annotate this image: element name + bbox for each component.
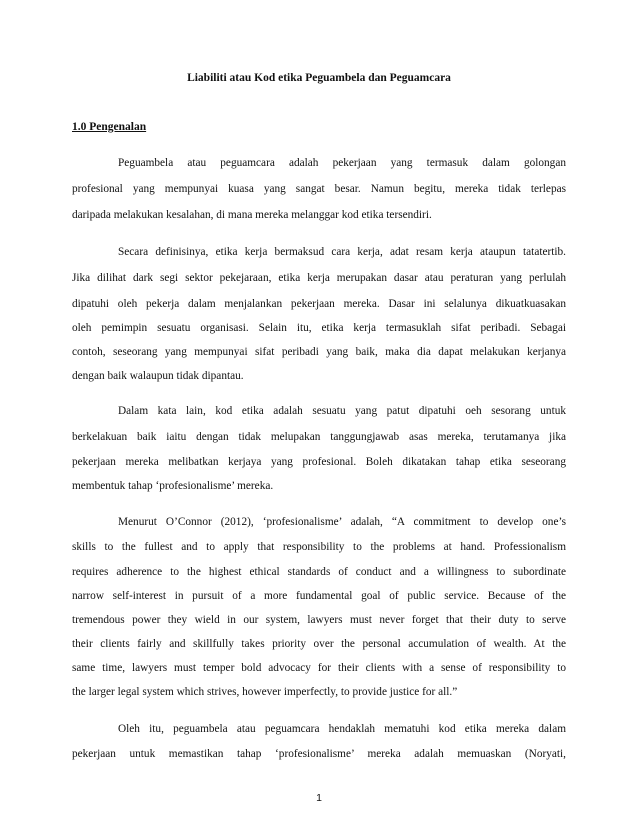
paragraph-4-line-5: tremendous power they wield in our system, lawyers must never forget that their duty to serve <box>72 614 566 626</box>
paragraph-4-line-3: requires adherence to the highest ethical standards of conduct and a willingness to subordinate <box>72 566 566 578</box>
paragraph-2-line-5: contoh, seseorang yang mempunyai sifat peribadi yang baik, maka dia dapat melakukan kerjanya <box>72 346 566 358</box>
paragraph-2-line-3: dipatuhi oleh pekerja dalam menjalankan pekerjaan mereka. Dasar ini selalunya dikuatkuasakan <box>72 298 566 310</box>
paragraph-3-line-1: Dalam kata lain, kod etika adalah sesuatu yang patut dipatuhi oeh sesorang untuk <box>118 405 566 417</box>
paragraph-3-line-3: pekerjaan mereka melibatkan kerjaya yang profesional. Boleh dikatakan tahap etika seseorang <box>72 456 566 468</box>
paragraph-1-line-1: Peguambela atau peguamcara adalah pekerjaan yang termasuk dalam golongan <box>118 157 566 169</box>
paragraph-4-line-6: their clients fairly and skillfully takes priority over the personal accumulation of wealth. At the <box>72 638 566 650</box>
paragraph-2-line-1: Secara definisinya, etika kerja bermaksud cara kerja, adat resam kerja ataupun tatatertib. <box>118 246 566 258</box>
paragraph-2-line-6: dengan baik walaupun tidak dipantau. <box>72 370 244 382</box>
paragraph-4-line-7: same time, lawyers must temper bold advocacy for their clients with a sense of responsibility to <box>72 662 566 674</box>
paragraph-5-line-2: pekerjaan untuk memastikan tahap ‘profesionalisme’ mereka adalah memuaskan (Noryati, <box>72 748 566 760</box>
paragraph-1-line-2: profesional yang mempunyai kuasa yang sangat besar. Namun begitu, mereka tidak terlepas <box>72 183 566 195</box>
paragraph-4-line-1: Menurut O’Connor (2012), ‘profesionalisme’ adalah, “A commitment to develop one’s <box>118 516 566 528</box>
paragraph-4-line-8: the larger legal system which strives, however imperfectly, to provide justice for all.” <box>72 686 458 698</box>
paragraph-4-line-4: narrow self-interest in pursuit of a more fundamental goal of public service. Because of the <box>72 590 566 602</box>
paragraph-2-line-2: Jika dilihat dark segi sektor pekejaraan, etika kerja merupakan dasar atau peraturan yang perlulah <box>72 272 566 284</box>
paragraph-4-line-2: skills to the fullest and to apply that responsibility to the problems at hand. Professionalism <box>72 541 566 553</box>
paragraph-5-line-1: Oleh itu, peguambela atau peguamcara hendaklah mematuhi kod etika mereka dalam <box>118 723 566 735</box>
section-heading: 1.0 Pengenalan <box>72 121 147 133</box>
paragraph-3-line-2: berkelakuan baik iaitu dengan tidak melupakan tanggungjawab asas mereka, terutamanya jika <box>72 431 566 443</box>
document-title: Liabiliti atau Kod etika Peguambela dan Peguamcara <box>187 72 451 84</box>
paragraph-1-line-3: daripada melakukan kesalahan, di mana mereka melanggar kod etika tersendiri. <box>72 209 432 221</box>
page-number: 1 <box>316 792 322 804</box>
paragraph-2-line-4: oleh pemimpin sesuatu organisasi. Selain itu, etika kerja termasuklah sifat peribadi. Sebagai <box>72 322 566 334</box>
paragraph-3-line-4: membentuk tahap ‘profesionalisme’ mereka. <box>72 480 274 492</box>
